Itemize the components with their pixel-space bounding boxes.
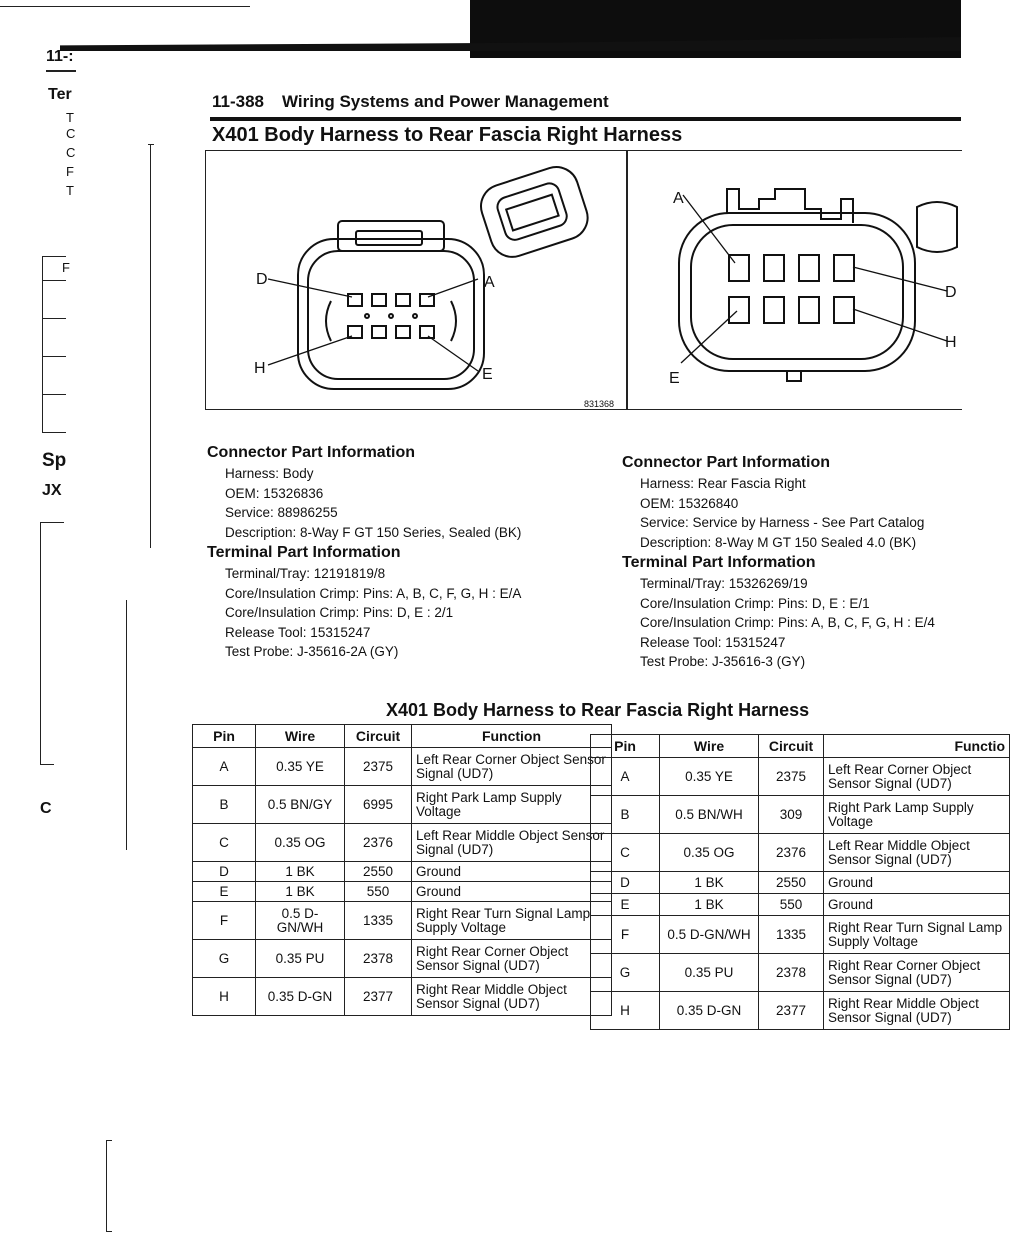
cell-pin: H <box>193 978 256 1016</box>
cell-function: Right Rear Turn Signal Lamp Supply Voltage <box>824 916 1010 954</box>
cell-wire: 0.5 BN/GY <box>256 786 345 824</box>
cell-function: Right Rear Middle Object Sensor Signal (UD7) <box>824 992 1010 1030</box>
table-row <box>193 862 612 882</box>
cell-function: Left Rear Middle Object Sensor Signal (UD7) <box>412 824 612 862</box>
cell-wire: 0.35 D-GN <box>660 992 759 1030</box>
cell-circuit: 2375 <box>345 748 412 786</box>
page-binding-line <box>126 600 127 850</box>
pin-label-e: E <box>669 370 680 387</box>
table-row <box>193 786 612 824</box>
cell-circuit: 1335 <box>759 916 824 954</box>
cell-wire: 0.5 D-GN/WH <box>660 916 759 954</box>
cell-circuit: 550 <box>759 894 824 916</box>
header-circuit: Circuit <box>345 725 412 748</box>
connector-oem: OEM: 15326836 <box>225 485 324 501</box>
cell-circuit: 2550 <box>345 862 412 882</box>
right-connector-info <box>622 454 935 672</box>
terminal-tray: Terminal/Tray: 15326269/19 <box>640 576 808 591</box>
cell-pin: E <box>591 894 660 916</box>
page-binding-line <box>150 144 151 548</box>
fragment-text: F <box>62 260 70 275</box>
cell-circuit: 6995 <box>345 786 412 824</box>
terminal-info-heading: Terminal Part Information <box>622 554 816 571</box>
cell-pin: G <box>193 940 256 978</box>
cell-circuit: 309 <box>759 796 824 834</box>
page-header <box>212 92 609 112</box>
pin-label-h: H <box>945 334 957 351</box>
fragment-rule <box>46 70 76 72</box>
table-row <box>193 978 612 1016</box>
cell-wire: 0.35 YE <box>660 758 759 796</box>
cell-wire: 0.35 OG <box>256 824 345 862</box>
header-circuit: Circuit <box>759 735 824 758</box>
table-row <box>193 902 612 940</box>
fragment-table-edge <box>42 256 43 432</box>
table-row <box>193 940 612 978</box>
connector-service: Service: Service by Harness - See Part Catalog <box>640 515 925 530</box>
table-row <box>591 796 1010 834</box>
cell-wire: 0.5 BN/WH <box>660 796 759 834</box>
header-wire: Wire <box>256 725 345 748</box>
terminal-info-heading: Terminal Part Information <box>207 544 401 561</box>
fragment-text: F <box>66 164 74 179</box>
cell-function: Right Park Lamp Supply Voltage <box>412 786 612 824</box>
pin-label-a: A <box>484 274 495 291</box>
header-pin: Pin <box>193 725 256 748</box>
left-pin-table <box>192 724 612 1016</box>
cell-function: Right Rear Turn Signal Lamp Supply Voltage <box>412 902 612 940</box>
cell-pin: C <box>193 824 256 862</box>
pin-label-d: D <box>256 271 268 288</box>
cell-function: Ground <box>824 894 1010 916</box>
cell-function: Right Rear Corner Object Sensor Signal (UD7) <box>412 940 612 978</box>
cell-function: Ground <box>412 882 612 902</box>
right-table-clip <box>590 724 1005 1054</box>
connector-description: Description: 8-Way F GT 150 Series, Sealed (BK) <box>225 524 522 540</box>
header-function: Functio <box>824 735 1010 758</box>
terminal-test-probe: Test Probe: J-35616-2A (GY) <box>225 644 399 659</box>
table-title: X401 Body Harness to Rear Fascia Right Harness <box>386 700 810 720</box>
table-header-row <box>193 725 612 748</box>
cell-wire: 0.5 D-GN/WH <box>256 902 345 940</box>
table-row <box>193 824 612 862</box>
cell-circuit: 2377 <box>759 992 824 1030</box>
figure-id: 831368 <box>584 399 615 409</box>
cell-pin: E <box>193 882 256 902</box>
fragment-text: C <box>40 800 52 817</box>
fragment-text: T <box>66 110 74 125</box>
table-row <box>591 872 1010 894</box>
terminal-release-tool: Release Tool: 15315247 <box>225 624 371 640</box>
cell-pin: B <box>193 786 256 824</box>
terminal-crimp-2: Core/Insulation Crimp: Pins: D, E : 2/1 <box>225 605 454 620</box>
cell-wire: 0.35 PU <box>256 940 345 978</box>
page-binding-tick <box>148 144 154 145</box>
table-row <box>591 834 1010 872</box>
connector-harness: Harness: Rear Fascia Right <box>640 476 806 491</box>
cell-circuit: 2376 <box>345 824 412 862</box>
table-row <box>591 992 1010 1030</box>
fragment-table-rule <box>42 432 66 433</box>
cell-circuit: 2378 <box>759 954 824 992</box>
fragment-text: JX <box>42 482 62 499</box>
bracket-tick <box>106 1140 112 1141</box>
terminal-crimp-2: Core/Insulation Crimp: Pins: A, B, C, F, G, H : E/4 <box>640 615 935 630</box>
cell-function: Ground <box>824 872 1010 894</box>
cell-pin: D <box>591 872 660 894</box>
cell-pin: F <box>193 902 256 940</box>
fragment-text: T <box>66 183 74 198</box>
cell-pin: F <box>591 916 660 954</box>
cell-wire: 0.35 YE <box>256 748 345 786</box>
connector-harness: Harness: Body <box>225 466 314 481</box>
cell-wire: 0.35 D-GN <box>256 978 345 1016</box>
cell-wire: 0.35 PU <box>660 954 759 992</box>
table-header-row <box>591 735 1010 758</box>
fragment-text: Sp <box>42 450 67 471</box>
cell-circuit: 2550 <box>759 872 824 894</box>
cell-wire: 1 BK <box>660 894 759 916</box>
header-function: Function <box>412 725 612 748</box>
fragment-text: Ter <box>48 86 72 103</box>
fragment-table-rule <box>42 356 66 357</box>
terminal-tray: Terminal/Tray: 12191819/8 <box>225 566 386 581</box>
scan-edge-line <box>0 6 250 7</box>
cell-function: Right Park Lamp Supply Voltage <box>824 796 1010 834</box>
terminal-crimp-1: Core/Insulation Crimp: Pins: D, E : E/1 <box>640 595 870 611</box>
cell-circuit: 2377 <box>345 978 412 1016</box>
connector-description: Description: 8-Way M GT 150 Sealed 4.0 (BK) <box>640 534 917 550</box>
cell-pin: H <box>591 992 660 1030</box>
fragment-text: 11-: <box>46 48 74 65</box>
left-connector-info <box>207 444 521 662</box>
page-number: 11-388 <box>212 92 264 111</box>
page-title: X401 Body Harness to Rear Fascia Right Harness <box>212 124 683 146</box>
right-connector-drawing <box>627 151 962 409</box>
cell-wire: 1 BK <box>256 862 345 882</box>
cell-pin: A <box>193 748 256 786</box>
table-row <box>193 748 612 786</box>
pin-label-e: E <box>482 366 493 383</box>
section-name: Wiring Systems and Power Management <box>282 92 609 111</box>
cell-circuit: 2376 <box>759 834 824 872</box>
header-pin: Pin <box>591 735 660 758</box>
cell-circuit: 2378 <box>345 940 412 978</box>
connector-oem: OEM: 15326840 <box>640 495 739 511</box>
cell-function: Ground <box>412 862 612 882</box>
cell-wire: 1 BK <box>660 872 759 894</box>
fragment-table-rule <box>40 522 64 523</box>
cell-function: Left Rear Corner Object Sensor Signal (UD7) <box>412 748 612 786</box>
cell-circuit: 1335 <box>345 902 412 940</box>
header-wire: Wire <box>660 735 759 758</box>
fragment-table-rule <box>42 318 66 319</box>
cell-function: Left Rear Middle Object Sensor Signal (UD7) <box>824 834 1010 872</box>
cell-wire: 0.35 OG <box>660 834 759 872</box>
cell-circuit: 2375 <box>759 758 824 796</box>
cell-circuit: 550 <box>345 882 412 902</box>
cell-function: Right Rear Middle Object Sensor Signal (UD7) <box>412 978 612 1016</box>
fragment-table-rule <box>40 764 54 765</box>
cell-function: Left Rear Corner Object Sensor Signal (UD7) <box>824 758 1010 796</box>
cell-pin: B <box>591 796 660 834</box>
pin-label-a: A <box>673 190 684 207</box>
cell-pin: D <box>193 862 256 882</box>
left-connector-drawing <box>206 151 626 409</box>
table-row <box>591 894 1010 916</box>
bracket-tick <box>106 1231 112 1232</box>
table-row <box>193 882 612 902</box>
pin-label-h: H <box>254 360 266 377</box>
table-row <box>591 954 1010 992</box>
cell-function: Right Rear Corner Object Sensor Signal (UD7) <box>824 954 1010 992</box>
terminal-crimp-1: Core/Insulation Crimp: Pins: A, B, C, F, G, H : E/A <box>225 585 522 601</box>
terminal-test-probe: Test Probe: J-35616-3 (GY) <box>640 654 806 669</box>
cell-pin: C <box>591 834 660 872</box>
cell-pin: G <box>591 954 660 992</box>
connector-info-heading: Connector Part Information <box>207 444 416 461</box>
connector-info-heading: Connector Part Information <box>622 454 831 471</box>
connector-figure <box>205 150 962 410</box>
fragment-table-edge <box>40 522 41 764</box>
cell-pin: A <box>591 758 660 796</box>
table-row <box>591 758 1010 796</box>
page-bracket <box>106 1140 107 1232</box>
cell-wire: 1 BK <box>256 882 345 902</box>
fragment-text: C <box>66 126 76 141</box>
header-rule <box>210 117 961 121</box>
fragment-table-rule <box>42 394 66 395</box>
pin-label-d: D <box>945 284 957 301</box>
fragment-table-rule <box>42 280 66 281</box>
fragment-table-rule <box>42 256 66 257</box>
terminal-release-tool: Release Tool: 15315247 <box>640 634 786 650</box>
fragment-text: C <box>66 145 76 160</box>
connector-service: Service: 88986255 <box>225 505 338 520</box>
table-row <box>591 916 1010 954</box>
right-pin-table <box>590 734 1010 1030</box>
